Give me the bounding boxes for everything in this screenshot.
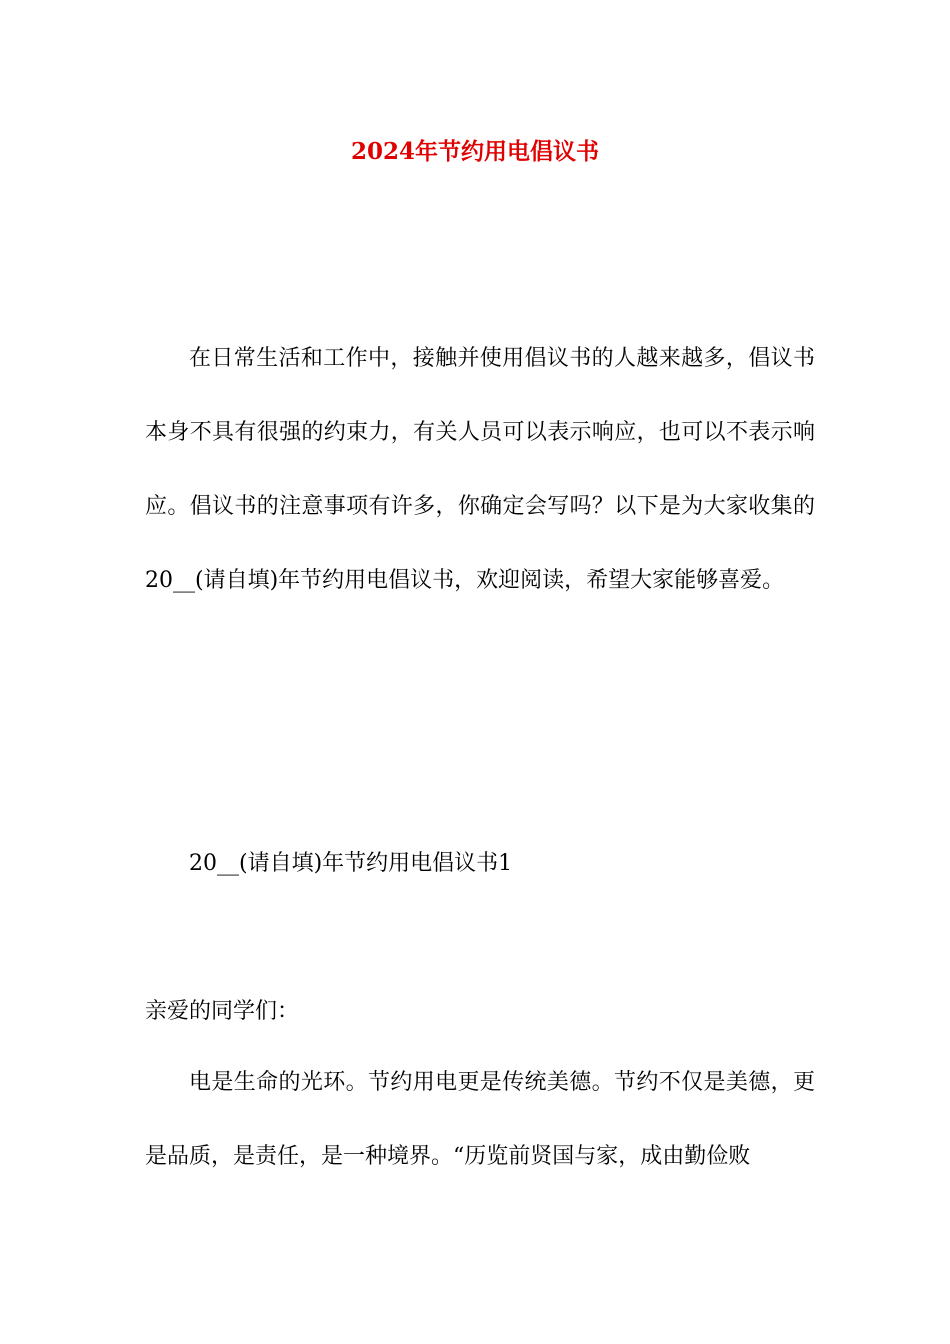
- section-heading: 20__(请自填)年节约用电倡议书1: [189, 851, 513, 876]
- salutation: 亲爱的同学们：: [145, 999, 300, 1024]
- document-title: 2024年节约用电倡议书: [350, 138, 599, 165]
- intro-paragraph: 在日常生活和工作中，接触并使用倡议书的人越来越多，倡议书本身不具有很强的约束力，有关人员可以表示响应，也可以不表示响应。倡议书的注意事项有许多，你确定会写吗？以下是为大家收集的20__(请自填)年节约用电倡议书，欢迎阅读，希望大家能够喜爱。: [145, 346, 815, 593]
- body-paragraph: 电是生命的光环。节约用电更是传统美德。节约不仅是美德，更是品质，是责任，是一种境界。“历览前贤国与家，成由勤俭败: [145, 1070, 815, 1169]
